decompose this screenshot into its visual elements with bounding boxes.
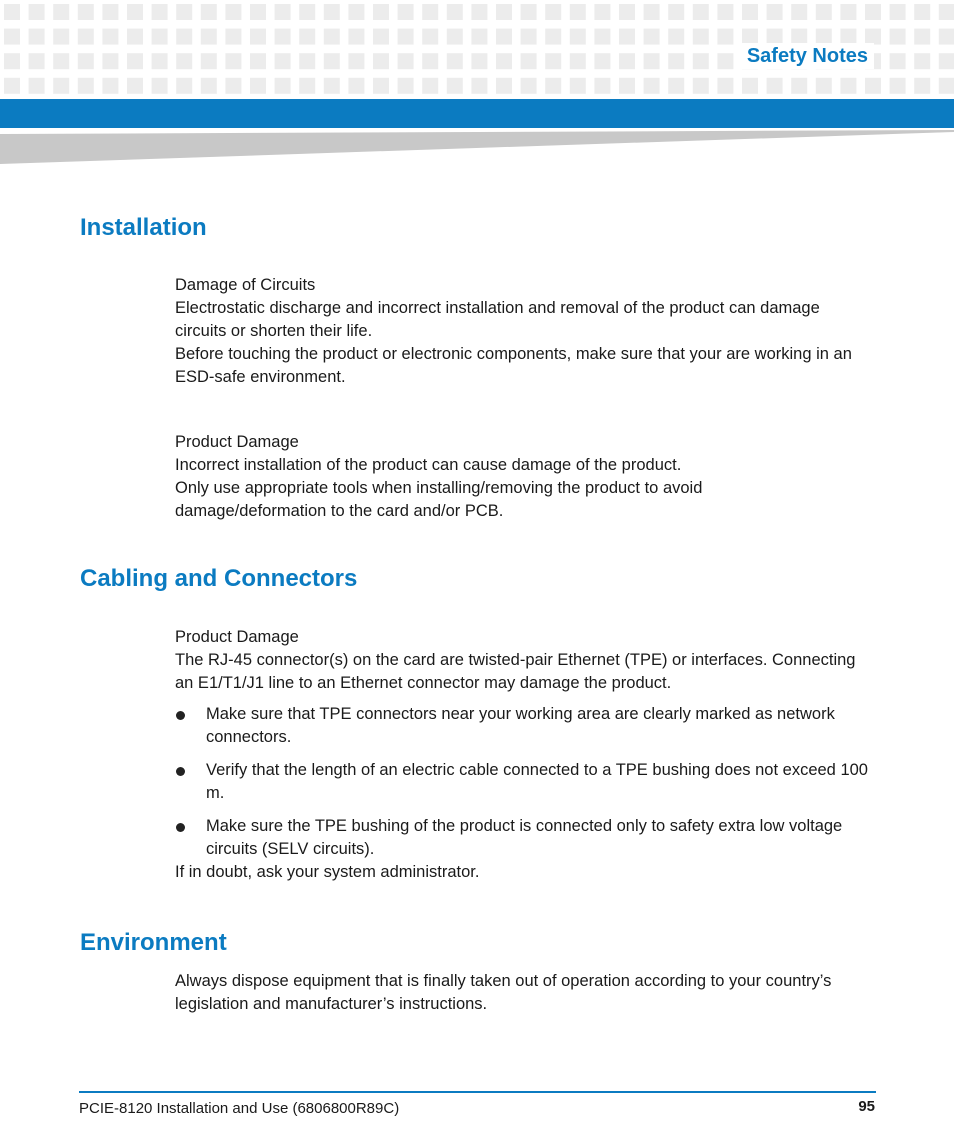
- notice-text: Incorrect installation of the product can cause damage of the product.: [175, 456, 682, 474]
- grid-square: [53, 78, 69, 94]
- grid-square: [225, 53, 241, 69]
- grid-square: [791, 4, 807, 20]
- grid-square: [398, 78, 414, 94]
- bullet-icon: [176, 711, 185, 720]
- grid-square: [914, 29, 930, 45]
- environment-text: Always dispose equipment that is finally taken out of operation according to your country’s legislation and manufacturer’s instructions.: [175, 972, 832, 1013]
- grid-square: [890, 53, 906, 69]
- grid-square: [471, 78, 487, 94]
- grid-square: [914, 4, 930, 20]
- grid-square: [176, 29, 192, 45]
- grid-square: [644, 78, 660, 94]
- grid-square: [668, 53, 684, 69]
- grid-square: [250, 4, 266, 20]
- grid-square: [619, 78, 635, 94]
- grid-square: [152, 78, 168, 94]
- grid-square: [201, 78, 217, 94]
- grid-square: [422, 78, 438, 94]
- grid-square: [865, 4, 881, 20]
- bullet-icon: [176, 823, 185, 832]
- grid-square: [668, 78, 684, 94]
- grid-square: [496, 4, 512, 20]
- grid-square: [373, 78, 389, 94]
- grid-square: [176, 4, 192, 20]
- grid-square: [127, 29, 143, 45]
- grid-square: [471, 4, 487, 20]
- grid-square: [570, 29, 586, 45]
- grid-square: [299, 29, 315, 45]
- grid-square: [717, 53, 733, 69]
- grid-square: [644, 29, 660, 45]
- grid-square: [767, 78, 783, 94]
- grid-square: [78, 53, 94, 69]
- grid-square: [102, 4, 118, 20]
- grid-square: [939, 4, 954, 20]
- grid-square: [275, 29, 291, 45]
- notice-product-damage-cabling: [175, 626, 875, 884]
- grid-square: [521, 4, 537, 20]
- grid-square: [717, 29, 733, 45]
- grid-square: [496, 29, 512, 45]
- grid-square: [693, 53, 709, 69]
- grid-square: [422, 29, 438, 45]
- grid-square: [570, 53, 586, 69]
- grid-square: [152, 29, 168, 45]
- grid-square: [693, 29, 709, 45]
- grid-square: [939, 53, 954, 69]
- grid-square: [767, 4, 783, 20]
- notice-title: Product Damage: [175, 628, 299, 646]
- grid-square: [545, 53, 561, 69]
- list-item: [175, 759, 875, 805]
- grid-square: [890, 29, 906, 45]
- grid-square: [29, 29, 45, 45]
- grid-square: [668, 29, 684, 45]
- bullet-icon: [176, 767, 185, 776]
- notice-damage-of-circuits: [175, 274, 875, 389]
- grid-square: [471, 29, 487, 45]
- grid-square: [324, 4, 340, 20]
- grid-square: [373, 29, 389, 45]
- grid-square: [594, 29, 610, 45]
- grid-square: [102, 29, 118, 45]
- grid-square: [422, 53, 438, 69]
- grid-square: [865, 78, 881, 94]
- grid-square: [644, 53, 660, 69]
- notice-text: Before touching the product or electronic components, make sure that your are working in an ESD-safe environment.: [175, 345, 852, 386]
- grid-square: [348, 78, 364, 94]
- grid-square: [4, 4, 20, 20]
- grid-square: [250, 78, 266, 94]
- grid-square: [619, 4, 635, 20]
- list-item: [175, 703, 875, 749]
- grid-square: [914, 53, 930, 69]
- list-item-text: Make sure that TPE connectors near your working area are clearly marked as network connectors.: [206, 705, 835, 746]
- grid-square: [594, 53, 610, 69]
- grid-square: [816, 4, 832, 20]
- grid-square: [471, 53, 487, 69]
- list-item: [175, 815, 875, 861]
- grid-square: [890, 78, 906, 94]
- grid-square: [201, 29, 217, 45]
- grid-square: [742, 4, 758, 20]
- grid-square: [299, 53, 315, 69]
- grid-square: [668, 4, 684, 20]
- grid-square: [225, 29, 241, 45]
- grid-square: [447, 53, 463, 69]
- grid-square: [644, 4, 660, 20]
- grid-square: [521, 78, 537, 94]
- grid-square: [496, 53, 512, 69]
- grid-square: [176, 78, 192, 94]
- grid-square: [152, 4, 168, 20]
- grid-square: [398, 53, 414, 69]
- grid-square: [53, 29, 69, 45]
- grid-square: [373, 53, 389, 69]
- footer-rule: [79, 1091, 876, 1093]
- notice-text: Only use appropriate tools when installing/removing the product to avoid damage/deformation to the card and/or PCB.: [175, 479, 703, 520]
- grid-square: [422, 4, 438, 20]
- grid-square: [102, 78, 118, 94]
- grid-square: [324, 29, 340, 45]
- notice-text: The RJ-45 connector(s) on the card are twisted-pair Ethernet (TPE) or interfaces. Connecting an E1/T1/J1 line to an Ethernet connector may damage the product.: [175, 651, 856, 692]
- grid-square: [890, 4, 906, 20]
- header-gray-wedge: [0, 130, 954, 164]
- grid-square: [521, 53, 537, 69]
- grid-square: [570, 78, 586, 94]
- running-header-title: Safety Notes: [741, 43, 874, 69]
- grid-square: [127, 4, 143, 20]
- grid-square: [78, 78, 94, 94]
- grid-square: [78, 29, 94, 45]
- grid-square: [275, 53, 291, 69]
- grid-square: [201, 53, 217, 69]
- grid-square: [521, 29, 537, 45]
- footer-document-title: PCIE-8120 Installation and Use (6806800R89C): [79, 1100, 400, 1117]
- grid-square: [78, 4, 94, 20]
- grid-square: [53, 4, 69, 20]
- grid-square: [127, 53, 143, 69]
- grid-square: [496, 78, 512, 94]
- notice-product-damage-installation: [175, 431, 875, 523]
- grid-square: [275, 4, 291, 20]
- list-item-text: Make sure the TPE bushing of the product is connected only to safety extra low voltage circuits (SELV circuits).: [206, 817, 843, 858]
- grid-square: [619, 29, 635, 45]
- section-heading-installation: Installation: [80, 214, 207, 241]
- grid-square: [447, 4, 463, 20]
- grid-square: [939, 78, 954, 94]
- grid-square: [127, 78, 143, 94]
- grid-square: [570, 4, 586, 20]
- grid-square: [717, 4, 733, 20]
- section-heading-environment: Environment: [80, 929, 227, 956]
- grid-square: [545, 29, 561, 45]
- grid-square: [742, 78, 758, 94]
- grid-square: [29, 4, 45, 20]
- grid-square: [4, 53, 20, 69]
- grid-square: [816, 78, 832, 94]
- grid-square: [324, 78, 340, 94]
- grid-square: [939, 29, 954, 45]
- grid-square: [201, 4, 217, 20]
- notice-title: Damage of Circuits: [175, 276, 316, 294]
- grid-square: [225, 78, 241, 94]
- grid-square: [53, 53, 69, 69]
- grid-square: [275, 78, 291, 94]
- grid-square: [791, 78, 807, 94]
- notice-title: Product Damage: [175, 433, 299, 451]
- grid-square: [152, 53, 168, 69]
- section-heading-cabling: Cabling and Connectors: [80, 565, 358, 592]
- grid-square: [914, 78, 930, 94]
- grid-square: [693, 78, 709, 94]
- grid-square: [102, 53, 118, 69]
- grid-square: [717, 78, 733, 94]
- grid-square: [324, 53, 340, 69]
- grid-square: [447, 78, 463, 94]
- grid-square: [4, 78, 20, 94]
- list-item-text: Verify that the length of an electric cable connected to a TPE bushing does not exceed 100 m.: [206, 761, 868, 802]
- footer-page-number: 95: [858, 1098, 875, 1115]
- grid-square: [840, 78, 856, 94]
- grid-square: [594, 78, 610, 94]
- grid-square: [398, 29, 414, 45]
- grid-square: [398, 4, 414, 20]
- grid-square: [373, 4, 389, 20]
- grid-square: [29, 78, 45, 94]
- grid-square: [250, 53, 266, 69]
- grid-square: [176, 53, 192, 69]
- grid-square: [545, 78, 561, 94]
- notice-text: Electrostatic discharge and incorrect installation and removal of the product can damage circuits or shorten their life.: [175, 299, 820, 340]
- grid-square: [250, 29, 266, 45]
- grid-square: [29, 53, 45, 69]
- grid-square: [447, 29, 463, 45]
- bullet-list: [175, 703, 875, 861]
- grid-square: [840, 4, 856, 20]
- grid-square: [348, 4, 364, 20]
- grid-square: [225, 4, 241, 20]
- grid-square: [348, 53, 364, 69]
- grid-square: [4, 29, 20, 45]
- notice-closing-text: If in doubt, ask your system administrator.: [175, 863, 480, 881]
- grid-square: [619, 53, 635, 69]
- grid-square: [594, 4, 610, 20]
- environment-text-block: [175, 970, 875, 1016]
- grid-square: [545, 4, 561, 20]
- grid-square: [693, 4, 709, 20]
- grid-square: [299, 4, 315, 20]
- header-blue-bar: [0, 99, 954, 128]
- grid-square: [299, 78, 315, 94]
- grid-square: [348, 29, 364, 45]
